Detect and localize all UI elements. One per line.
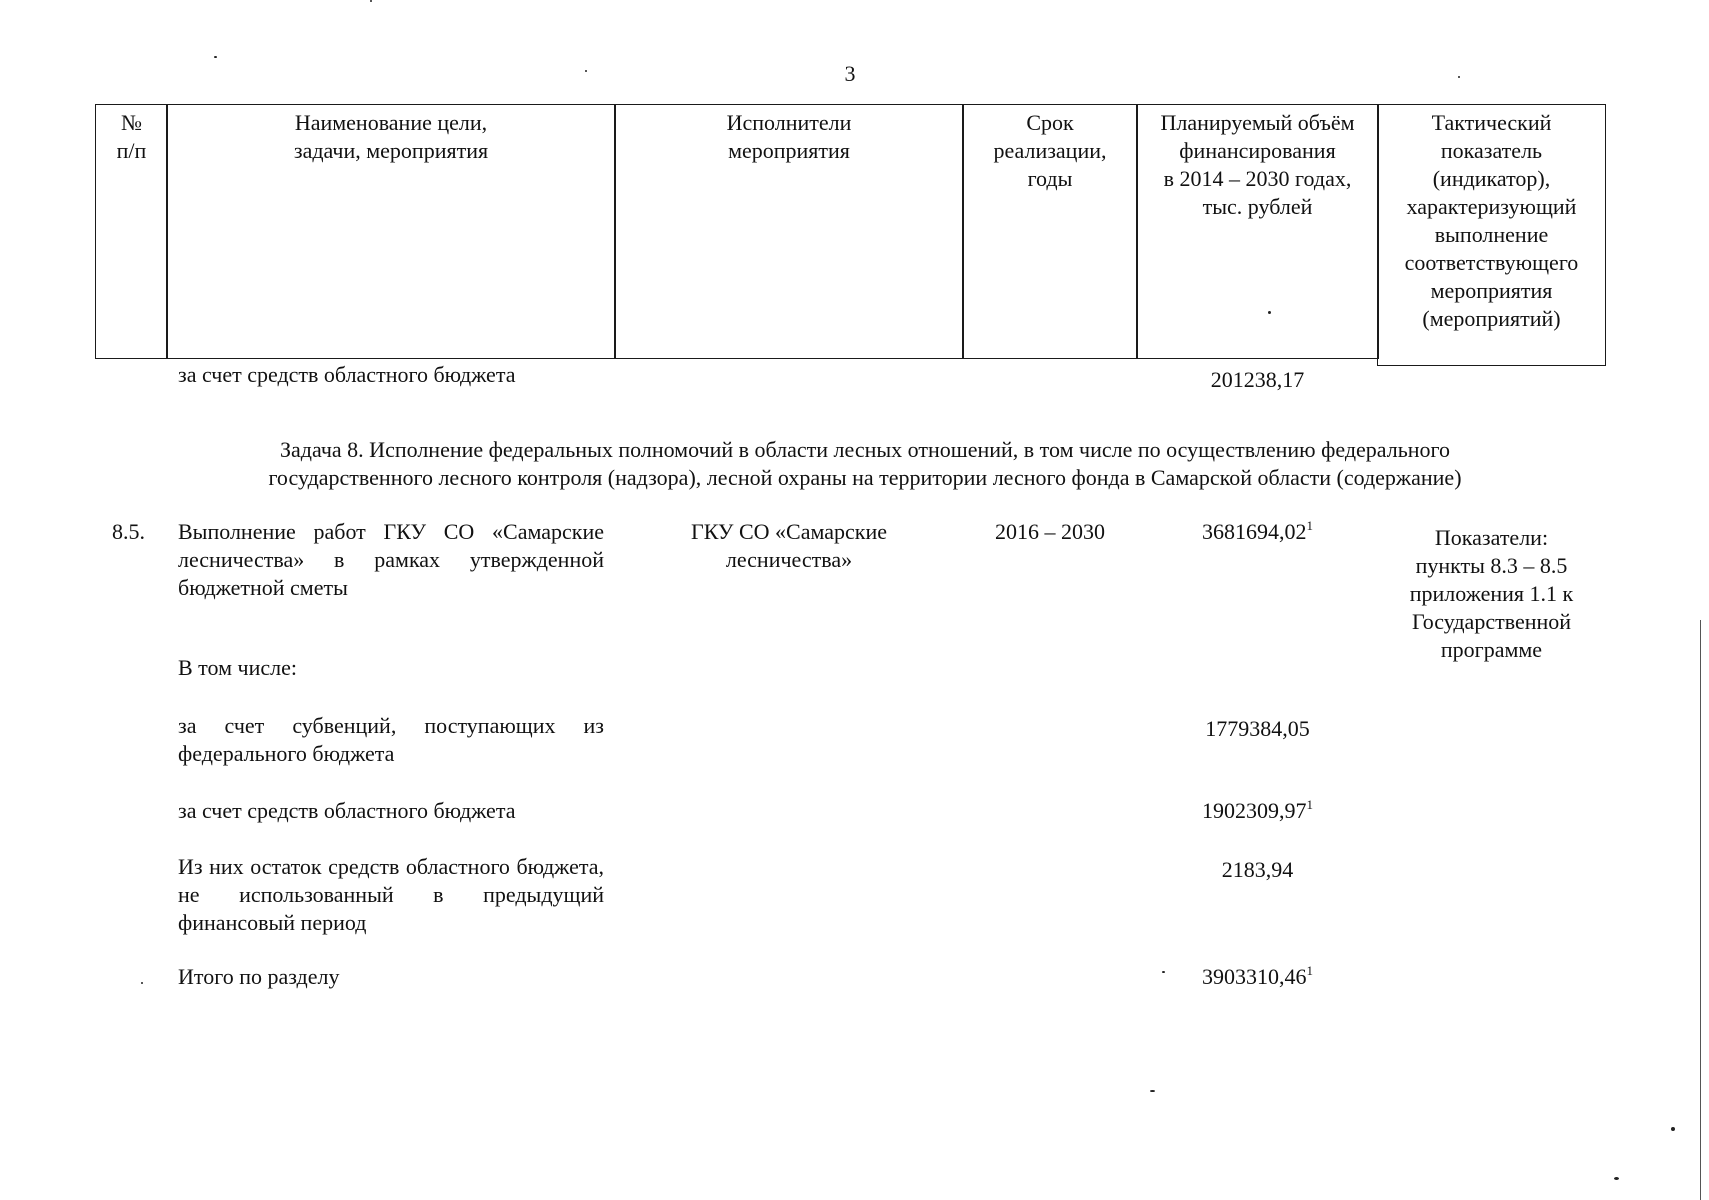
footnote-mark: 1 [1306,517,1313,533]
federal-subvention-value: 1779384,05 [1205,716,1310,741]
header-executors: Исполнители мероприятия [614,104,964,359]
scan-edge-line [1700,620,1701,1200]
header-indicator: Тактический показатель (индикатор), характеризующий выполнение соответствующего мероприятия (мероприятий) [1377,104,1606,366]
header-num: № п/п [95,104,168,359]
page-number: 3 [844,61,856,86]
task-heading: Задача 8. Исполнение федеральных полномочий в области лесных отношений, в том числе по осуществлению федерального государственного лесного контроля (надзора), лесной охраны на территории лесного фонда в Самарской области (содержание) [268,437,1462,490]
scan-speck [1671,1127,1675,1131]
regional-budget-value [1136,797,1379,825]
regional-budget-value-number: 1902309,97 [1202,798,1307,823]
footnote-mark: 1 [1306,796,1313,812]
scan-speck [1458,76,1460,78]
scan-speck [1268,311,1271,314]
scan-speck [1614,1177,1619,1180]
section-total-value-number: 3903310,46 [1202,964,1307,989]
including-label: В том числе: [178,655,297,680]
item-term: 2016 – 2030 [995,519,1105,544]
header-name: Наименование цели, задачи, мероприятия [166,104,616,359]
scan-speck [141,982,143,984]
remainder-label: Из них остаток средств областного бюджета, не использованный в предыдущий финансовый период [178,854,604,935]
scan-speck [585,70,587,72]
federal-subvention-label: за счет субвенций, поступающих из федерального бюджета [178,713,604,766]
item-number: 8.5. [112,519,145,544]
item-indicator: Показатели: пункты 8.3 – 8.5 приложения 1.1 к Государственной программе [1409,525,1574,662]
section-total-label: Итого по разделу [178,964,340,989]
remainder-value: 2183,94 [1221,857,1294,882]
scan-speck [214,56,217,58]
header-volume: Планируемый объём финансирования в 2014 – 2030 годах, тыс. рублей [1136,104,1379,359]
item-name: Выполнение работ ГКУ СО «Самарские лесничества» в рамках утвержденной бюджетной сметы [178,519,604,600]
item-value [1136,518,1379,546]
row-regional-budget-value: 201238,17 [1210,367,1305,392]
item-value-number: 3681694,02 [1202,519,1307,544]
row-regional-budget-label: за счет средств областного бюджета [178,362,516,387]
scan-speck [370,0,372,2]
regional-budget-label: за счет средств областного бюджета [178,798,516,823]
scan-speck [1162,971,1165,973]
scan-speck [1150,1090,1155,1092]
item-executor: ГКУ СО «Самарские лесничества» [690,519,888,572]
footnote-mark: 1 [1306,962,1313,978]
header-term: Срок реализации, годы [962,104,1138,359]
section-total-value [1136,963,1379,991]
